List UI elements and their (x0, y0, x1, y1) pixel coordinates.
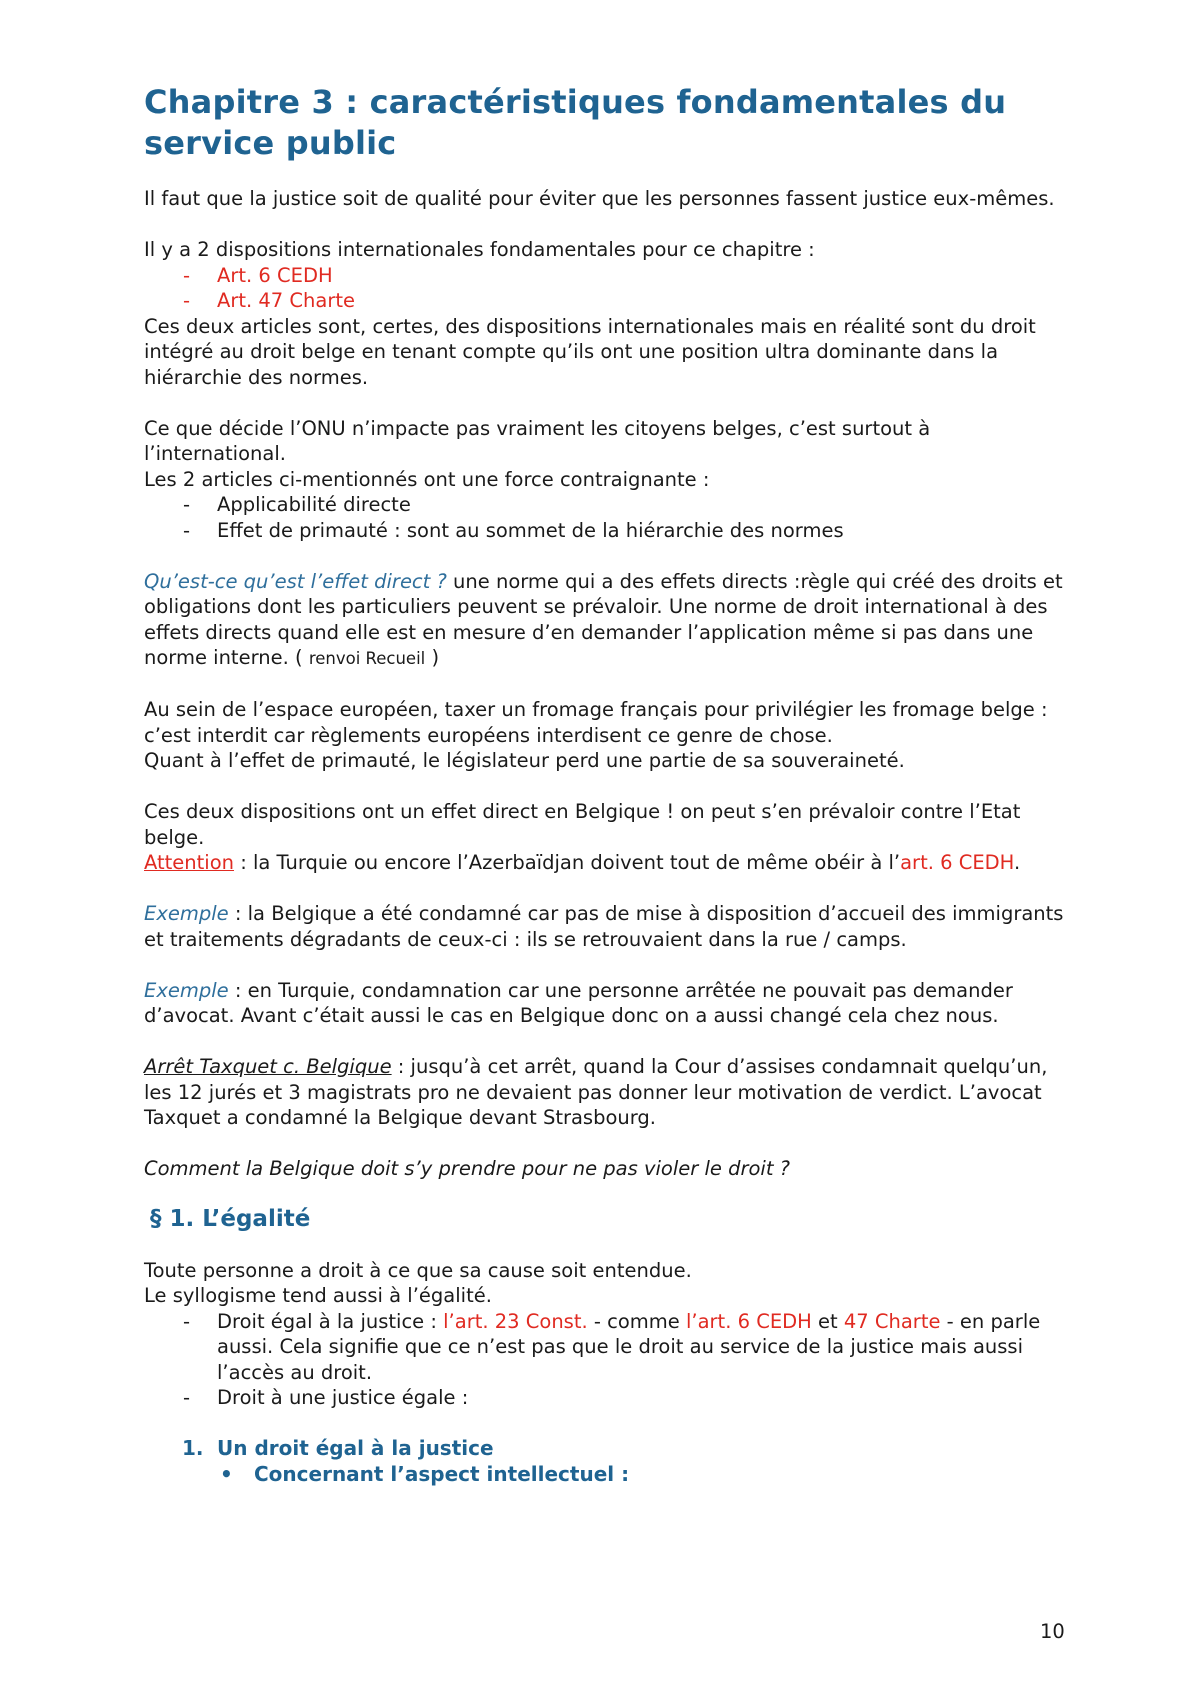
article-ref: art. 6 CEDH (900, 851, 1014, 874)
article-ref: l’art. 6 CEDH (685, 1309, 812, 1333)
list-item: - Art. 47 Charte (183, 289, 355, 312)
list-item: - Effet de primauté : sont au sommet de la hiérarchie des normes (183, 518, 844, 542)
paragraph-force: Les 2 articles ci-mentionnés ont une force contraignante : (144, 467, 710, 491)
list-item: - Droit égal à la justice : l’art. 23 Const. - comme l’art. 6 CEDH et 47 Charte - en parle aussi. Cela signifie que ce n’est pas que le droit au service de la justice mais aussi l’accès au droit. (183, 1309, 1041, 1384)
paragraph-primaute: Quant à l’effet de primauté, le législateur perd une partie de sa souveraineté. (144, 749, 905, 772)
bullet-heading: • Concernant l’aspect intellectuel : (220, 1461, 630, 1486)
list-item: - Art. 6 CEDH (183, 263, 333, 287)
list-item: - Applicabilité directe (183, 493, 411, 516)
article-ref: l’art. 23 Const. (443, 1309, 588, 1333)
paragraph-exemple-2: Exemple : en Turquie, condamnation car une personne arrêtée ne pouvait pas demander d’avocat. Avant c’était aussi le cas en Belgique donc on a aussi changé cela chez nous. (144, 978, 1013, 1027)
exemple-label: Exemple (144, 902, 229, 925)
section-heading: § 1. L’égalité (150, 1205, 311, 1232)
force-list (144, 492, 1064, 543)
question-label: Qu’est-ce qu’est l’effet direct ? (144, 569, 447, 593)
paragraph-syllogisme: Le syllogisme tend aussi à l’égalité. (144, 1284, 492, 1307)
arret-label: Arrêt Taxquet c. Belgique (144, 1055, 392, 1078)
paragraph-articles: Ces deux articles sont, certes, des dispositions internationales mais en réalité sont du droit intégré au droit belge en tenant compte qu’ils ont une position ultra dominante dans la hiérarchie des normes. (144, 314, 1036, 389)
paragraph-arret: Arrêt Taxquet c. Belgique : jusqu’à cet arrêt, quand la Cour d’assises condamnait quelqu’un, les 12 jurés et 3 magistrats pro ne devaient pas donner leur motivation de verdict. L’avocat Taxquet a condamné la Belgique devant Strasbourg. (144, 1055, 1048, 1129)
paragraph-espace-europeen: Au sein de l’espace européen, taxer un fromage français pour privilégier les fromage belge : c’est interdit car règlements européens interdisent ce genre de chose. (144, 698, 1048, 747)
article-ref: 47 Charte (843, 1309, 941, 1333)
paragraph-dispositions: Il y a 2 dispositions internationales fondamentales pour ce chapitre : (144, 238, 815, 261)
bullet-icon: • (220, 1461, 233, 1486)
renvoi-note: renvoi Recueil (308, 649, 426, 668)
paragraph-intro: Il faut que la justice soit de qualité pour éviter que les personnes fassent justice eux-mêmes. (144, 187, 1055, 210)
paragraph-deux-dispositions: Ces deux dispositions ont un effet direct en Belgique ! on peut s’en prévaloir contre l’Etat belge. (144, 800, 1021, 849)
egalite-list (144, 1309, 1064, 1411)
numbered-heading: 1. Un droit égal à la justice (182, 1436, 494, 1460)
chapter-title: Chapitre 3 : caractéristiques fondamentales du service public (144, 83, 1007, 162)
paragraph-onu: Ce que décide l’ONU n’impacte pas vraiment les citoyens belges, c’est surtout à l’international. (144, 416, 931, 465)
paragraph-question: Comment la Belgique doit s’y prendre pour ne pas violer le droit ? (144, 1157, 791, 1180)
paragraph-exemple-1: Exemple : la Belgique a été condamné car pas de mise à disposition d’accueil des immigrants et traitements dégradants de ceux-ci : ils se retrouvaient dans la rue / camps. (144, 902, 1064, 951)
page-number: 10 (1040, 1620, 1065, 1643)
list-item: - Droit à une justice égale : (183, 1386, 469, 1409)
paragraph-attention: Attention : la Turquie ou encore l’Azerbaïdjan doivent tout de même obéir à l’art. 6 CEDH. (144, 851, 1021, 874)
attention-label: Attention (144, 851, 234, 874)
paragraph-toute-personne: Toute personne a droit à ce que sa cause soit entendue. (144, 1258, 692, 1282)
exemple-label: Exemple (144, 978, 229, 1002)
document-page (144, 82, 1064, 1487)
dispositions-list (144, 263, 1064, 314)
paragraph-effet-direct: Qu’est-ce qu’est l’effet direct ? une norme qui a des effets directs :règle qui créé des droits et obligations dont les particuliers peuvent se prévaloir. Une norme de droit international à des effets directs quand elle est en mesure d’en demander l’application même si pas dans une norme interne. ( renvoi Recueil ) (144, 569, 1063, 669)
